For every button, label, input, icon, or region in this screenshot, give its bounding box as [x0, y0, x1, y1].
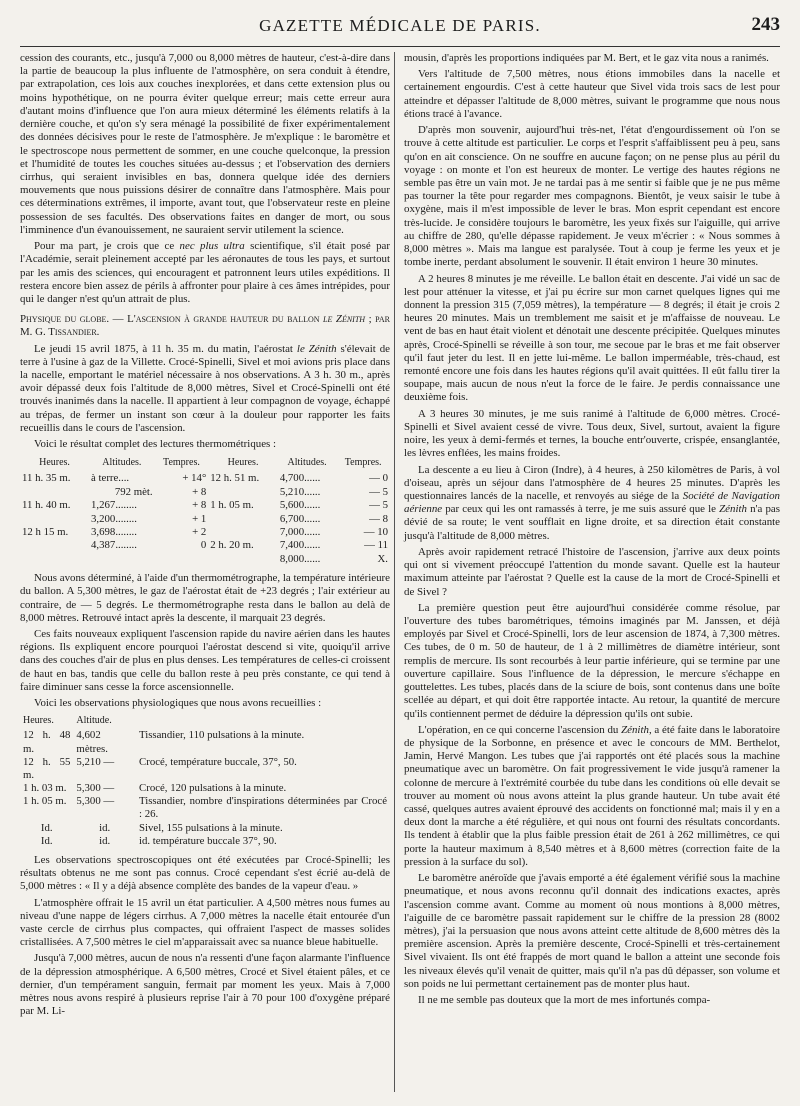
- paragraph: Nous avons déterminé, à l'aide d'un thermométrographe, la température intérieure du ballon. A 5,300 mètres, le gaz de l'aérostat était de +23 degrés ; l'air extérieur au contraire, de — 5 degrés. Le thermométrographe resta dans le ballon au delà de 8,000 mètres. Retrouvé intact après la descente, il marquait 23 degrés.: [20, 572, 390, 624]
- section-heading: Physique du globe. — L'ascension à grande hauteur du ballon le Zénith ; par M. G. Tissandier.: [20, 313, 390, 339]
- paragraph: cession des courants, etc., jusqu'à 7,000 ou 8,000 mètres de hauteur, c'est-à-dire dans la partie de beaucoup la plus influente de l'atmosphère, on sera conduit à étendre, par extrapolation, ces lois aux couches inexplorées, et dans cette extension plus ou moins hypothétique, on ne pourra éviter quelque erreur; mais cette erreur aura d'autant moins d'influence que l'on aura mieux déterminé les éléments relatifs à la dernière couche, et qu'on s'y sera ménagé la possibilité de fixer expérimentalement des données décisives pour le reste de l'atmosphère. Je m'explique : le baromètre et le spectroscope nous permettent de sommer, en une couche quelconque, la pression et l'humidité de toutes les couches situées au-dessus ; et l'observation des derniers cirrhus, qui seraient invisibles en bas, donnera quelque idée des derniers mouvements que nous puissions désirer de connaître dans l'atmosphère. Mais pour ces déterminations extrêmes, il importe, avant tout, que l'observateur reste en pleine possession de ses facultés. Des observations faites en danger de mort, ou sous l'imminence d'un évanouissement, ne sauraient servir utilement la science.: [20, 52, 390, 236]
- paragraph: Après avoir rapidement retracé l'histoire de l'ascension, j'arrive aux deux points qui ont si vivement préoccupé l'attention du monde savant. Quelle est la hauteur maximum atteinte par l'aérostat ? Quelle est la cause de la mort de Crocé-Spinelli et de Sivel ?: [404, 545, 780, 598]
- table-row: 1 h. 05 m. 5,300 — Tissandier, nombre d'inspirations déterminées par Crocé : 26.: [23, 795, 387, 821]
- paragraph: Jusqu'à 7,000 mètres, aucun de nous n'a ressenti d'une façon alarmante l'influence de la dépression atmosphérique. A 6,500 mètres, Crocé et Sivel étaient pâles, et ce dernier, d'un tempérament sanguin, fermait par moment les yeux. Mais à 7,000 mètres nous avons respiré à plusieurs reprise l'air à 70 pour 100 d'oxygène préparé par M. Li-: [20, 952, 390, 1018]
- paragraph: La première question peut être aujourd'hui considérée comme résolue, par l'ouverture des tubes barométriques, témoins imaginés par M. Janssen, et déjà employés par Sivel et Crocé-Spinelli, lors de leur ascension de 1874, à 7,300 mètres. Ces tubes, de 0 m. 50 de hauteur, de 1 à 2 millimètres de diamètre intérieur, sont remplis de mercure. Ils sont recourbés à leur partie inférieure, qui se termine par une ouverture capillaire. Sous l'influence de la dépression, le mercure s'échappe en gouttelettes. Les tubes, placés dans de la sciure de bois, sont contenus dans une boîte scellée au départ, et qui doit être rapportée intacte. Au retour, la quantité de mercure qu'ils contiennent permet de déduire la dépression qu'ils ont subie.: [404, 601, 780, 720]
- paragraph: Le jeudi 15 avril 1875, à 11 h. 35 m. du matin, l'aérostat le Zénith s'élevait de terre à l'usine à gaz de la Villette. Crocé-Spinelli, Sivel et moi avions pris place dans la nacelle, emportant le matériel nécessaire à nos observations. A 3 h. 30 m., après avoir dépassé deux fois l'altitude de 8,000 mètres, Sivel et Crocé-Spinelli ont été trouvés inanimés dans la nacelle. Il appartient à leur compagnon de voyage, échappé au trépas, de fermer un instant son cœur à la douleur pour rapporter les faits recueillis dans le cours de l'ascension.: [20, 342, 390, 434]
- paragraph: Vers l'altitude de 7,500 mètres, nous étions immobiles dans la nacelle et certainement engourdis. C'est à cette hauteur que Sivel vida trois sacs de lest pour atteindre et dépasser l'altitude de 8,000 mètres, suivant le programme que nous nous étions tracé à l'avance.: [404, 68, 780, 120]
- page-number: 243: [751, 14, 780, 35]
- table-row: 3,200........ + 1 6,700...... — 8: [91, 512, 388, 525]
- table-row: 12 h 15 m. 3,698........ + 2 7,000...... — 10: [22, 525, 388, 538]
- paragraph: La descente a eu lieu à Ciron (Indre), à 4 heures, à 250 kilomètres de Paris, à vol d'oiseau, après un séjour dans l'atmosphère de 4 heures 25 minutes. D'après les questionnaires lancés de la nacelle, et renvoyés au siége de la Société de Navigation aérienne par ceux qui les ont ramassés à terre, je me suis assuré que le Zénith n'a pas dévié de sa route; le vent soufflait en ligne droite, et sa direction était constante jusqu'à l'altitude de 8,000 mètres.: [404, 463, 780, 542]
- thermometric-table: [20, 455, 390, 566]
- left-column: [20, 52, 390, 1022]
- table-row: 8,000...... X.: [279, 552, 388, 565]
- table-header-row: Heures. Altitudes. Tempres. Heures. Altitudes. Tempres.: [39, 457, 382, 469]
- header-rule: [20, 46, 780, 47]
- paragraph: Il ne me semble pas douteux que la mort de mes infortunés compa-: [418, 994, 711, 1007]
- paragraph: L'atmosphère offrait le 15 avril un état particulier. A 4,500 mètres nous fumes au niveau d'une nappe de légers cirrhus. A 7,000 mètres la nacelle était entourée d'un vaste cercle de cirrhus plus compactes, qui offraient l'aspect de masses solides cristallisées. A 7,500 mètres le ciel m'apparaissait avec sa nuance bleue habituelle.: [20, 896, 390, 949]
- paragraph: D'après mon souvenir, aujourd'hui très-net, l'état d'engourdissement où l'on se trouve à cette altitude est particulier. Le corps et l'esprit s'affaiblissent peu à peu, sans qu'on en ait conscience. On ne souffre en aucune façon; on ne pense plus au péril du voyage : on monte et l'on est heureux de monter. Le vertige des hautes régions ne semble pas être un vain mot. Je ne tardai pas à me sentir si faible que je ne pus même pas tourner la tête pour regarder mes compagnons. Bientôt, je veux saisir le tube à oxygène, mais il m'est impossible de lever le bras. Mon esprit cependant est encore très-lucide. Je considère toujours le baromètre, les yeux fixés sur l'aiguille, qui arrive au chiffre de 280, qu'elle dépasse rapidement. Je veux m'écrier : « Nous sommes à 8,000 mètres ». Mais ma langue est paralysée. Tout à coup je ferme les yeux et je tombe inerte, perdant absolument le souvenir. Il était environ 1 heure 30 minutes.: [404, 124, 780, 269]
- table-row: 4,387........ 0 2 h. 20 m. 7,400...... — 11: [91, 539, 388, 552]
- paragraph: L'opération, en ce qui concerne l'ascension du Zénith, a été faite dans le laboratoire de physique de la Sorbonne, en présence et avec le concours de MM. Berthelot, Jamin, Hervé Mangon. Les tubes que j'ai rapportés ont été placés sous la machine pneumatique avec un baromètre. On fait progressivement le vide jusqu'à ramener la colonne de mercure à l'extrémité courbée du tube dans les conditions où elle devait se trouver au moment où nous avons atteint la plus grande hauteur. Un tube avait été cassé, quelques autres avaient éprouvé des accidents on fonctionné mal; mais il y en a deux dont la marche a été régulière, et qui nous ont fourni des résultats concordants. Ils tendent à établir que la plus faible pression était de 261 à 262 millimètres, ce qui porte la hauteur maximum à 8,540 mètres et à 8,600 mètres (correction faite de la pression à la surface du sol).: [404, 723, 781, 868]
- paragraph: mousin, d'après les proportions indiquées par M. Bert, et le gaz vita nous a ranimés.: [404, 52, 769, 64]
- paragraph: Pour ma part, je crois que ce nec plus ultra scientifique, s'il était posé par l'Académie, serait pleinement accepté par les aéronautes de tous les pays, et surtout par les amis des sciences, qui encouragent et patronnent leurs utiles expéditions. Il restera encore bien assez de périls à affronter pour plaire à ces âmes intrépides, pour qui le danger n'est qu'un attrait de plus.: [20, 240, 390, 305]
- table-row: 11 h. 35 m. à terre.... + 14° 12 h. 51 m. 4,700...... — 0: [22, 472, 388, 485]
- paragraph: Voici le résultat complet des lectures thermométriques :: [34, 438, 277, 451]
- physiological-table: [20, 713, 390, 848]
- paragraph: Les observations spectroscopiques ont été exécutées par Crocé-Spinelli; les résultats obtenus ne me sont pas connus. Crocé cependant s'est écrié au-delà de 5,000 mètres : « Il y a déjà absence complète des bandes de la vapeur d'eau. »: [20, 853, 390, 893]
- paragraph: A 2 heures 8 minutes je me réveille. Le ballon était en descente. J'ai vidé un sac de lest pour atténuer la vitesse, et j'ai pu écrire sur mon carnet quelques lignes qui me donnent la pression 315 (7,059 mètres), la température — 8 degrés; il était je crois 2 heures 20 minutes. Mais un tremblement me saisit et je m'affaisse de nouveau. Le vent de bas en haut était violent et dénotait une descente précipitée. Quelques minutes après, Crocé-Spinelli se réveille à son tour, me secoue par le bras et me fait observer qu'il faut jeter du lest. Il en jette lui-même. Le ballon imperméable, très-chaud, est remonté encore une fois dans les hautes régions qu'il avait quittées. Il eût fallu tirer la soupape, mais aucun de nous n'eut la force de le faire. Je perdis connaissance une deuxième fois.: [404, 272, 780, 404]
- journal-title: GAZETTE MÉDICALE DE PARIS.: [259, 16, 541, 35]
- table-row: 12 h. 55 m. 5,210 — Crocé, température buccale, 37°, 50.: [23, 755, 297, 781]
- column-divider: [394, 52, 395, 1092]
- paragraph: Le baromètre anéroïde que j'avais emporté a été également vérifié sous la machine pneumatique, et nous avons reconnu qu'il donnait des indications exactes, après l'ascension comme avant. Comme au moment où nous montions à 8,000 mètres, l'aiguille de ce baromètre passait rapidement sur le chiffre de la pression 28 (8002 mètres), j'ai la persuasion que nous avons atteint cette altitude de 8,600 mètres dès la première ascension. Après la première descente, Crocé-Spinelli et très-certainement Sivel vivaient. Ils ont été frappés de mort quand le ballon a atteint une seconde fois les niveaux élevés qu'il venait de quitter, mais qu'il n'a pas dû dépasser, son volume et son poids ne lui permettant certainement pas de monter plus haut.: [404, 872, 780, 990]
- table-row: 792 mèt. + 8 5,210...... — 5: [114, 485, 388, 498]
- table-row: 1 h. 03 m. 5,300 — Crocé, 120 pulsations à la minute.: [23, 782, 287, 795]
- table-row: Id. id. id. température buccale 37°, 90.: [40, 834, 277, 847]
- paragraph: Ces faits nouveaux expliquent l'ascension rapide du navire aérien dans les hautes régions. Ils expliquent encore pourquoi l'aérostat descend si vite, quoiqu'il arrive dans des couches d'air de plus en plus denses. Les températures de celles-ci croissent de haut en bas, tandis que celle du ballon reste à peu près constante, ce qui tend à faire diminuer sans cesse la force ascensionnelle.: [20, 627, 390, 693]
- right-column: [404, 52, 780, 1010]
- page-header: [20, 16, 780, 40]
- paragraph: A 3 heures 30 minutes, je me suis ranimé à l'altitude de 6,000 mètres. Crocé-Spinelli et Sivel avaient cessé de vivre. Tous deux, Sivel, surtout, avaient la figure noire, les yeux à demi-fermés et ternes, la bouche entr'ouverte, crispée, ensanglantée, les lèvres enflées, les mains froides.: [404, 407, 780, 460]
- table-row: 11 h. 40 m. 1,267........ + 8 1 h. 05 m. 5,600...... — 5: [22, 499, 388, 512]
- table-row: Id. id. Sivel, 155 pulsations à la minute.: [40, 821, 283, 834]
- paragraph: Voici les observations physiologiques que nous avons recueillies :: [34, 697, 322, 710]
- table-header-row: Heures. Altitude.: [23, 715, 112, 727]
- table-row: 12 h. 48 m. 4,602 mètres. Tissandier, 110 pulsations à la minute.: [23, 729, 305, 755]
